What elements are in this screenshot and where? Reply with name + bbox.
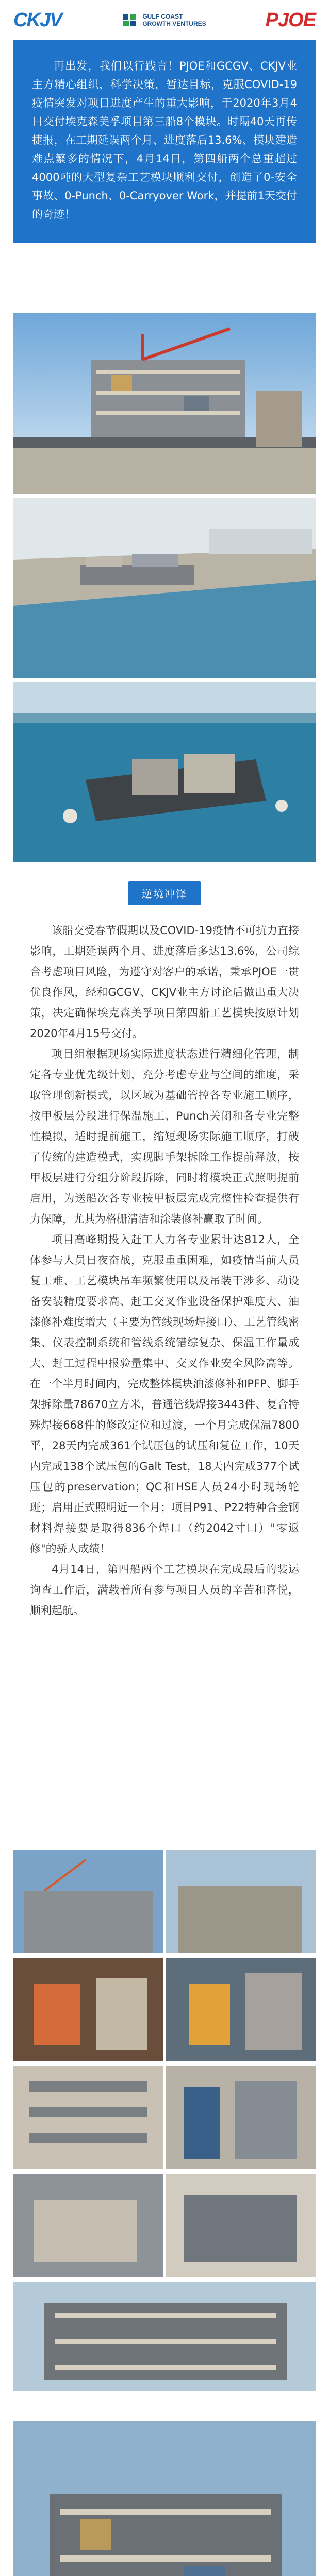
body-text xyxy=(30,920,299,1621)
body-paragraph-4: 4月14日，第四船两个工艺模块在完成最后的装运询查工作后，满载着所有参与项目人员的辛苦和喜悦，顺利起航。 xyxy=(30,1563,299,1617)
photo-module-completion xyxy=(13,2421,316,2576)
ckjv-logo: CKJV xyxy=(13,9,62,31)
photo-module-yard xyxy=(13,313,316,494)
photo-collage xyxy=(13,1850,316,2391)
body-paragraph-3: 项目高峰期投入赶工人力各专业累计达812人，全体参与人员日夜奋战，克服重重困难，如疫情当前人员复工难、工艺模块吊车频繁使用以及吊装干涉多、动设备安装精度要求高、赶工交叉作业设备保护难度大、油漆修补难度增大（主要为管线现场焊接口）、工艺管线密集、仪表控制系统和管线系统错综复杂、保温工作量成大、赶工过程中报验量集中、交叉作业安全风险高等。在一个半月时间内，完成整体模块油漆修补和PFP、脚手架拆除量78670立方米，普通管线焊接3443件、复合特殊焊接668件的修改定位和过渡，一个月完成保温7800平，28天内完成361个试压包的试压和复位工作，10天内完成138个试压包的Galt Test，18天内完成377个试压包的preservation；QC和HSE人员24小时现场轮班；启用正式照明近一个月；项目P91、P22特种合金钢材料焊接要是取得836个焊口（约2042寸口）"零返修"的骄人成绩！ xyxy=(30,1233,299,1555)
gcgv-line1: GULF COAST xyxy=(142,13,183,20)
photo-aerial-port xyxy=(13,498,316,678)
gcgv-line2: GROWTH VENTURES xyxy=(142,20,206,27)
body-paragraph-1: 该船交受春节假期以及COVID-19疫情不可抗力直接影响，工期延误两个月、进度落后多达13.6%，公司综合考虑项目风险，为遵守对客户的承诺，秉承PJOE一贯优良作风，经和GCGV、CKJV业主方讨论后做出重大决策，决定确保埃克森美孚项目第四船工艺模块按原计划2020年4月15号交付。 xyxy=(30,924,299,1040)
section-title-adversity: 逆境冲锋 xyxy=(128,881,201,905)
gcgv-logo xyxy=(121,11,206,29)
page-header xyxy=(0,0,329,40)
body-paragraph-2: 项目组根据现场实际进度状态进行精细化管理，制定各专业优先级计划，充分考虑专业与空间的维度，采取管理创新模式，以区域为基础管控各专业施工顺序，按甲板层分段进行保温施工、Punch关闭和各专业完整性模拟，适时提前施工，缩短现场实际施工顺序，打破了传统的建造模式，实现脚手架拆除工作提前释放，按甲板层进行分组分阶段拆除，同时将模块正式照明提前启用，为送船次各专业按甲板层完成完整性检查提供有力保障，尤其为格栅清洁和涂装修补赢取了时间。 xyxy=(30,1048,299,1225)
pjoe-logo: PJOE xyxy=(265,9,316,31)
intro-text: 再出发，我们以行践言！PJOE和GCGV、CKJV业主方精心组织，科学决策，暂达目标，克服COVID-19疫情突发对项目进度产生的重大影响，于2020年3月4日交付埃克森美孚项目第三船8个模块。时隔40天再传捷报，在工期延误两个月、进度落后13.6%、模块建造难点繁多的情况下，4月14日，第四船两个总重超过4000吨的大型复杂工艺模块顺利交付，创造了0-安全事故、0-Punch、0-Carryover Work，并提前1天交付的奇迹！ xyxy=(13,40,316,243)
photo-barge-sea xyxy=(13,682,316,862)
gcgv-mark-icon xyxy=(121,11,138,29)
